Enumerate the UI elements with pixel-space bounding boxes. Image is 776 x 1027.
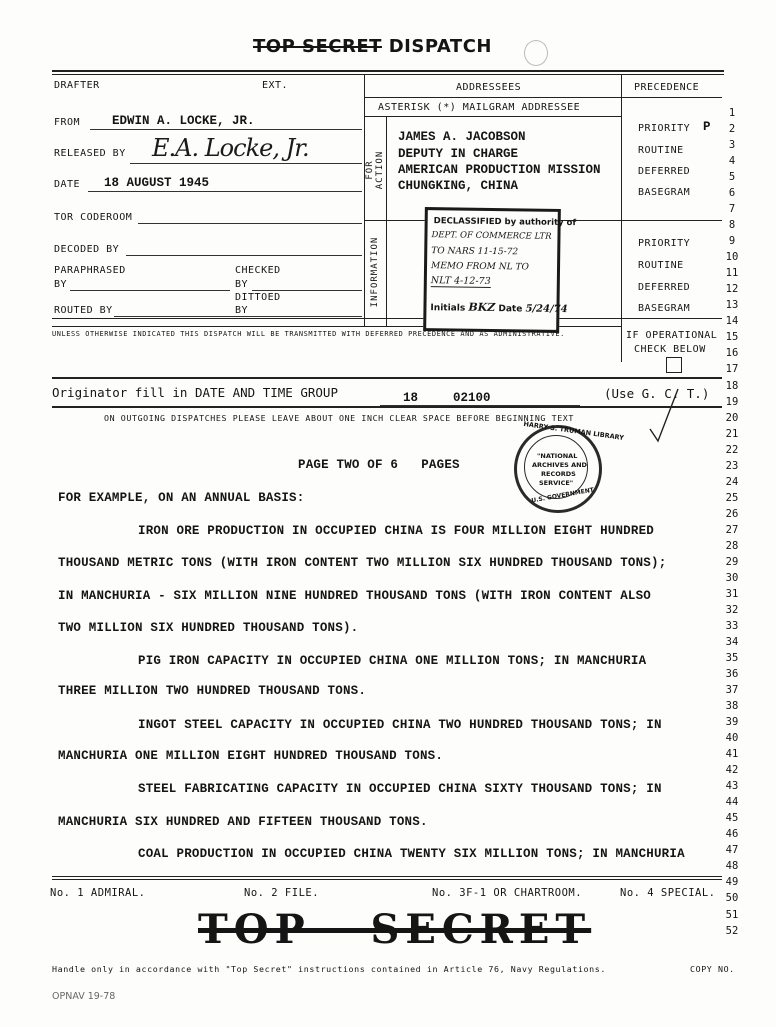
tor-underline [138, 223, 362, 224]
checked-by-label: BY [235, 279, 249, 290]
divider-originator-bottom [52, 406, 722, 408]
line-number: 50 [725, 892, 739, 905]
line-number: 23 [725, 459, 739, 472]
action-basegram-label: BASEGRAM [638, 187, 691, 198]
copy-number-label: COPY NO. [690, 964, 735, 974]
line-number: 43 [725, 780, 739, 793]
handle-instruction: Handle only in accordance with "Top Secret" instructions contained in Article 76, Navy Regulations. [52, 964, 606, 974]
body-line-6: PIG IRON CAPACITY IN OCCUPIED CHINA ONE MILLION TONS; IN MANCHURIA [138, 654, 647, 668]
line-number: 11 [725, 267, 739, 280]
stamp-date-label: Date [498, 304, 523, 315]
copy-special: No. 4 SPECIAL. [620, 887, 716, 899]
line-number: 15 [725, 331, 739, 344]
line-number: 2 [728, 123, 736, 136]
line-number: 48 [725, 860, 739, 873]
operational-line-1: IF OPERATIONAL [626, 330, 718, 341]
info-deferred-label: DEFERRED [638, 282, 691, 293]
dtg-day: 18 [403, 391, 419, 405]
addressees-label: ADDRESSEES [456, 82, 522, 93]
checked-underline [252, 290, 362, 291]
for-action-label: FOR ACTION [365, 150, 385, 190]
released-by-underline [130, 163, 362, 164]
decoded-by-label: DECODED BY [54, 244, 120, 255]
line-number: 18 [725, 379, 739, 392]
stamp-initials-label: Initials [430, 303, 466, 314]
info-priority-label: PRIORITY [638, 238, 691, 249]
action-priority-mark: P [703, 120, 711, 134]
outgoing-note: ON OUTGOING DISPATCHES PLEASE LEAVE ABOUT ONE INCH CLEAR SPACE BEFORE BEGINNING TEXT [104, 413, 574, 423]
action-addressee-line-4: CHUNGKING, CHINA [398, 179, 519, 193]
line-number: 30 [725, 571, 739, 584]
line-number: 31 [725, 587, 739, 600]
line-number: 33 [725, 619, 739, 632]
action-priority-label: PRIORITY [638, 123, 691, 134]
body-line-1: FOR EXAMPLE, ON AN ANNUAL BASIS: [58, 491, 305, 505]
line-number: 40 [725, 732, 739, 745]
line-number: 37 [725, 684, 739, 697]
action-addressee-line-2: DEPUTY IN CHARGE [398, 147, 519, 161]
line-number: 13 [725, 299, 739, 312]
paraphrased-underline [70, 290, 230, 291]
routed-underline [114, 316, 362, 317]
line-number: 24 [725, 475, 739, 488]
divider-originator-top [52, 377, 722, 379]
line-number: 7 [728, 203, 736, 216]
form-id: OPNAV 19-78 [52, 991, 116, 1002]
page-indicator: PAGE TWO OF 6 PAGES [298, 458, 460, 472]
body-line-8: INGOT STEEL CAPACITY IN OCCUPIED CHINA TWO HUNDRED THOUSAND TONS; IN [138, 718, 662, 732]
copy-file: No. 2 FILE. [244, 887, 320, 899]
body-line-3: THOUSAND METRIC TONS (WITH IRON CONTENT TWO MILLION SIX HUNDRED THOUSAND TONS); [58, 556, 667, 570]
copy-chartroom: No. 3F-1 OR CHARTROOM. [432, 887, 583, 899]
divider-under-headers [364, 97, 722, 98]
dittoed-by-label: BY [235, 305, 249, 316]
action-deferred-label: DEFERRED [638, 166, 691, 177]
dtg-underline [380, 405, 580, 406]
date-label: DATE [54, 179, 81, 190]
deferred-precedence-note: UNLESS OTHERWISE INDICATED THIS DISPATCH WILL BE TRANSMITTED WITH DEFERRED PRECEDENCE AND AS ADMINISTRATIVE. [52, 330, 565, 338]
punch-hole-mark [524, 40, 548, 66]
divider-action-column [386, 116, 387, 326]
seal-inner-3: RECORDS [541, 470, 576, 478]
body-line-7: THREE MILLION TWO HUNDRED THOUSAND TONS. [58, 684, 367, 698]
precedence-label: PRECEDENCE [634, 82, 700, 93]
date-value: 18 AUGUST 1945 [104, 176, 210, 190]
from-label: FROM [54, 117, 81, 128]
stamp-initials-value: BKZ [468, 300, 496, 315]
stamp-line-1: DECLASSIFIED by authority of [433, 216, 577, 229]
body-line-2: IRON ORE PRODUCTION IN OCCUPIED CHINA IS FOUR MILLION EIGHT HUNDRED [138, 524, 654, 538]
paraphrased-by-label: BY [54, 279, 68, 290]
info-routine-label: ROUTINE [638, 260, 684, 271]
footer-top-rule [52, 876, 722, 877]
tor-coderoom-label: TOR CODEROOM [54, 212, 133, 223]
stamp-line-4: MEMO FROM NL TO [430, 261, 529, 273]
stamp-line-3: TO NARS 11-15-72 [431, 246, 519, 258]
line-number: 17 [725, 363, 739, 376]
line-number: 12 [725, 283, 739, 296]
line-number: 42 [725, 764, 739, 777]
stamp-line-2: DEPT. OF COMMERCE LTR [431, 230, 552, 242]
stamp-date-value: 5/24/74 [525, 303, 568, 316]
seal-inner-2: ARCHIVES AND [532, 461, 587, 469]
dispatch-title [253, 36, 492, 57]
action-addressee-line-1: JAMES A. JACOBSON [398, 130, 526, 144]
line-number: 5 [728, 171, 736, 184]
line-number: 9 [728, 235, 736, 248]
stamp-line-5: NLT 4-12-73 [430, 275, 491, 287]
released-by-label: RELEASED BY [54, 148, 126, 159]
line-number: 19 [725, 395, 739, 408]
archives-seal [514, 419, 625, 513]
line-number: 6 [728, 187, 736, 200]
seal-inner-4: SERVICE" [539, 479, 574, 487]
line-number: 52 [725, 924, 739, 937]
body-line-11: MANCHURIA SIX HUNDRED AND FIFTEEN THOUSAND TONS. [58, 815, 428, 829]
title-struck-top-secret: TOP SECRET [253, 36, 382, 57]
seal-outer-text: HARRY S. TRUMAN LIBRARY [522, 419, 625, 443]
body-line-9: MANCHURIA ONE MILLION EIGHT HUNDRED THOUSAND TONS. [58, 749, 444, 763]
line-number: 35 [725, 652, 739, 665]
body-line-12: COAL PRODUCTION IN OCCUPIED CHINA TWENTY SIX MILLION TONS; IN MANCHURIA [138, 847, 685, 861]
body-line-5: TWO MILLION SIX HUNDRED THOUSAND TONS). [58, 621, 359, 635]
seal-inner-1: "NATIONAL [537, 452, 578, 460]
gct-label: (Use G. C. T.) [604, 386, 710, 401]
dtg-time: 02100 [453, 391, 491, 405]
body-line-10: STEEL FABRICATING CAPACITY IN OCCUPIED CHINA SIXTY THOUSAND TONS; IN [138, 782, 662, 796]
asterisk-note: ASTERISK (*) MAILGRAM ADDRESSEE [378, 102, 581, 113]
check-mark [644, 385, 684, 445]
action-routine-label: ROUTINE [638, 145, 684, 156]
line-number: 38 [725, 700, 739, 713]
line-number: 41 [725, 748, 739, 761]
line-number: 28 [725, 539, 739, 552]
line-number: 3 [728, 139, 736, 152]
operational-line-2: CHECK BELOW [634, 344, 706, 355]
line-number: 34 [725, 635, 739, 648]
line-number: 44 [725, 796, 739, 809]
stamp-initials [430, 300, 567, 315]
information-label: INFORMATION [370, 236, 380, 308]
line-number: 27 [725, 523, 739, 536]
line-number: 4 [728, 155, 736, 168]
line-number: 32 [725, 603, 739, 616]
line-number: 51 [725, 908, 739, 921]
date-underline [88, 191, 362, 192]
drafter-label: DRAFTER [54, 80, 100, 91]
line-number: 39 [725, 716, 739, 729]
from-underline [90, 129, 362, 130]
seal-bottom-text: U.S. GOVERNMENT [530, 486, 595, 505]
from-value: EDWIN A. LOCKE, JR. [112, 114, 255, 128]
info-basegram-label: BASEGRAM [638, 303, 691, 314]
routed-by-label: ROUTED BY [54, 305, 113, 316]
operational-checkbox[interactable] [666, 357, 682, 373]
divider-under-asterisk [364, 116, 621, 117]
released-by-signature: E.A. Locke, Jr. [152, 134, 309, 162]
line-number: 45 [725, 812, 739, 825]
footer-top-secret: TOP SECRET [198, 906, 592, 953]
form-top-border [52, 70, 724, 72]
declassified-stamp [423, 207, 577, 333]
checked-label: CHECKED [235, 265, 281, 276]
divider-bottom-routing [52, 318, 722, 319]
line-number: 8 [728, 219, 736, 232]
line-number: 10 [725, 251, 739, 264]
ext-label: EXT. [262, 80, 289, 91]
body-line-4: IN MANCHURIA - SIX MILLION NINE HUNDRED THOUSAND TONS (WITH IRON CONTENT ALSO [58, 589, 651, 603]
line-number: 14 [725, 315, 739, 328]
line-number: 16 [725, 347, 739, 360]
form-top-border-2 [52, 74, 724, 75]
line-number: 29 [725, 555, 739, 568]
line-number: 46 [725, 828, 739, 841]
originator-label: Originator fill in DATE AND TIME GROUP [52, 385, 338, 400]
line-number: 25 [725, 491, 739, 504]
line-number: 20 [725, 411, 739, 424]
line-number: 47 [725, 844, 739, 857]
line-number: 22 [725, 443, 739, 456]
line-number: 49 [725, 876, 739, 889]
copy-admiral: No. 1 ADMIRAL. [50, 887, 146, 899]
line-number: 26 [725, 507, 739, 520]
footer-top-rule-2 [52, 879, 722, 880]
paraphrased-label: PARAPHRASED [54, 265, 126, 276]
decoded-underline [126, 255, 362, 256]
title-dispatch: DISPATCH [388, 36, 492, 57]
line-number: 36 [725, 668, 739, 681]
action-addressee-line-3: AMERICAN PRODUCTION MISSION [398, 163, 601, 177]
line-number: 1 [728, 107, 736, 119]
dittoed-label: DITTOED [235, 292, 281, 303]
line-number: 21 [725, 427, 739, 440]
